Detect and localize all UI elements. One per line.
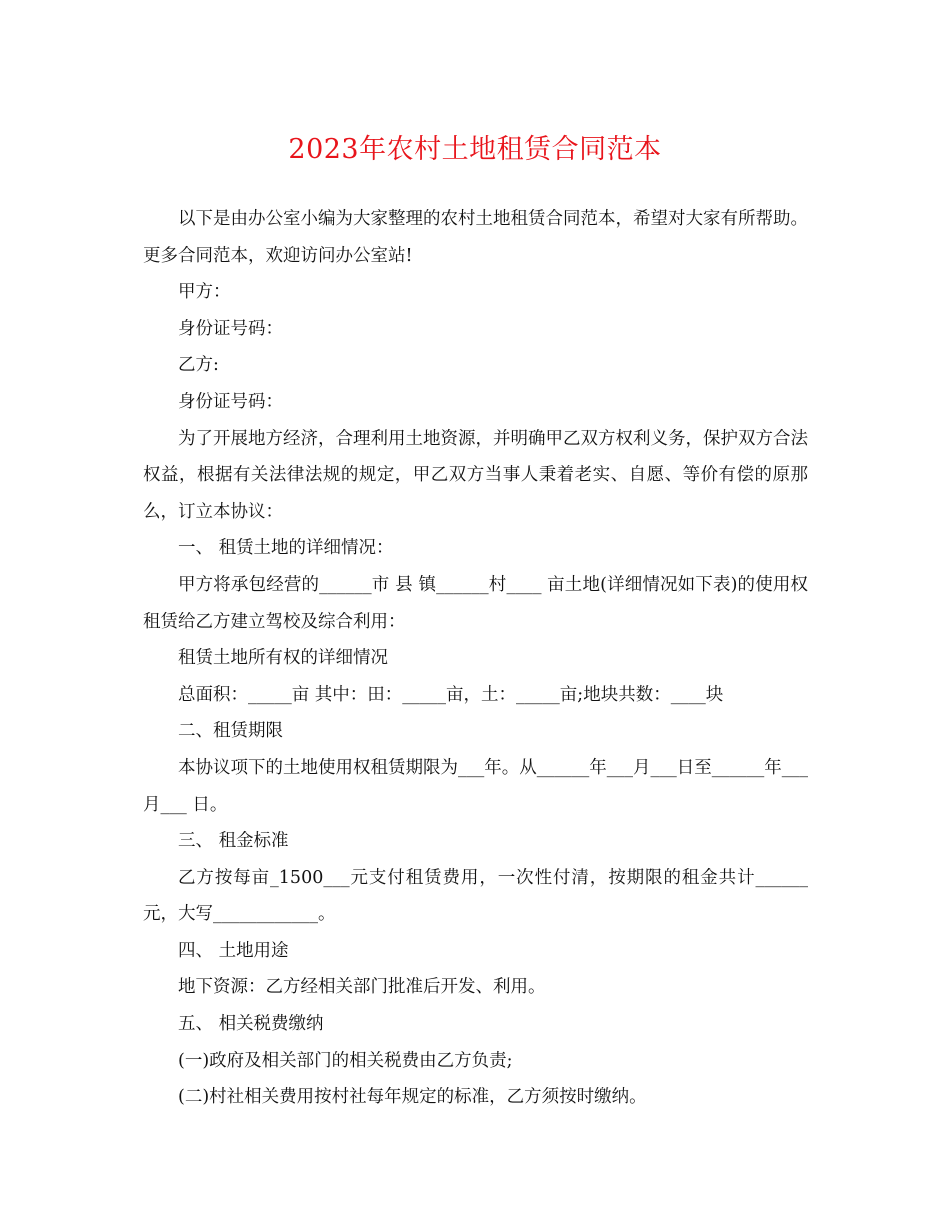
section-heading-2: 二、租赁期限 xyxy=(178,721,283,742)
paragraph-ownership-details: 租赁土地所有权的详细情况 xyxy=(178,648,388,669)
paragraph-land-use: 地下资源：乙方经相关部门批准后开发、利用。 xyxy=(178,977,546,998)
paragraph-intro: 以下是由办公室小编为大家整理的农村土地租赁合同范本，希望对大家有所帮助。更多合同范本，欢迎访问办公室站! xyxy=(143,209,808,266)
section-heading-4: 四、 土地用途 xyxy=(178,940,289,961)
paragraph-taxes-1: (一)政府及相关部门的相关税费由乙方负责; xyxy=(178,1050,513,1071)
paragraph-total-area: 总面积：_____亩 其中：田：_____亩，土：_____亩;地块共数：____块 xyxy=(178,684,724,705)
section-heading-5: 五、 相关税费缴纳 xyxy=(178,1014,324,1035)
document-title: 2023年农村土地租赁合同范本 xyxy=(288,134,662,165)
paragraph-party-b-id: 身份证号码： xyxy=(178,391,283,412)
paragraph-party-a: 甲方： xyxy=(178,282,231,303)
paragraph-rent: 乙方按每亩_1500___元支付租赁费用，一次性付清，按期限的租金共计______元，大写____________。 xyxy=(143,867,808,925)
paragraph-preamble: 为了开展地方经济，合理利用土地资源，并明确甲乙双方权利义务，保护双方合法权益，根据有关法律法规的规定，甲乙双方当事人秉着老实、自愿、等价有偿的原那么，订立本协议： xyxy=(143,428,808,522)
section-heading-3: 三、 租金标准 xyxy=(178,831,289,852)
paragraph-taxes-2: (二)村社相关费用按村社每年规定的标准，乙方须按时缴纳。 xyxy=(178,1087,647,1108)
section-heading-1: 一、 租赁土地的详细情况： xyxy=(178,538,394,559)
paragraph-land-details: 甲方将承包经营的______市 县 镇______村____ 亩土地(详细情况如下表)的使用权租赁给乙方建立驾校及综合利用： xyxy=(143,574,808,632)
document-body xyxy=(143,201,808,1116)
paragraph-party-b: 乙方: xyxy=(178,355,219,376)
paragraph-party-a-id: 身份证号码： xyxy=(178,318,283,339)
paragraph-lease-term: 本协议项下的土地使用权租赁期限为___年。从______年___月___日至______年___月___ 日。 xyxy=(143,757,808,815)
